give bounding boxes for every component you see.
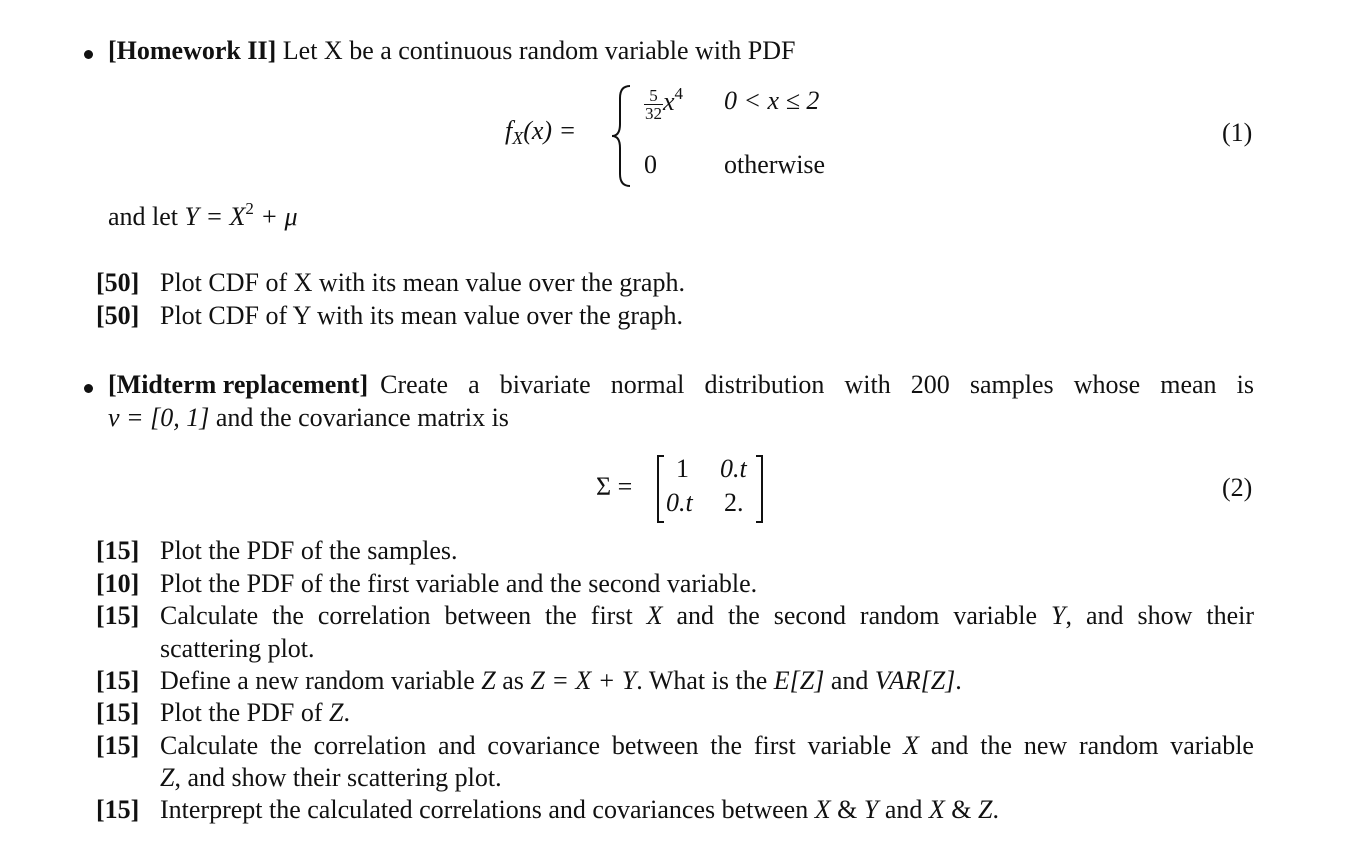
homework-intro-line (108, 36, 795, 66)
mt-task-1-text: Plot the PDF of the samples. (160, 536, 458, 565)
homework-intro: Let X be a continuous random variable with PDF (282, 36, 796, 65)
hw-task-1-text: Plot CDF of X with its mean value over the graph. (160, 268, 685, 297)
matrix-right-bracket (754, 454, 764, 524)
mt-task-5-text: Plot the PDF of Z. (160, 698, 350, 727)
midterm-intro: Create a bivariate normal distribution with 200 samples whose mean is (380, 370, 1254, 399)
mt-task-6-line1: Calculate the correlation and covariance between the first variable X and the new random variable (160, 731, 1254, 760)
midterm-intro-line2: ν = [0, 1] and the covariance matrix is (108, 403, 509, 432)
homework-tag: [Homework II] (108, 36, 277, 65)
hw-task-2-text: Plot CDF of Y with its mean value over the graph. (160, 301, 684, 330)
case2-expr: 0 (644, 150, 657, 179)
piecewise-brace (610, 84, 634, 188)
bullet-midterm (84, 384, 93, 393)
hw-task-1-points: [50] (96, 268, 140, 297)
mt-task-2-text: Plot the PDF of the first variable and the second variable. (160, 569, 758, 598)
mt-task-5-points: [15] (96, 698, 140, 727)
matrix-m12: 0.t (720, 454, 747, 483)
matrix-m21: 0.t (666, 488, 693, 517)
let-y-line: and let $Y = X^2 + \mu$ (108, 199, 298, 231)
case1-expr: $\frac{5}{32}$ $x^4$ (645, 84, 684, 123)
mt-task-3-line2: scattering plot. (160, 634, 315, 663)
mean-vector: ν = [0, 1] (108, 403, 210, 432)
midterm-tag: [Midterm replacement] (108, 370, 369, 399)
mt-task-6-line2: Z, and show their scattering plot. (160, 763, 502, 792)
mt-task-1-points: [15] (96, 536, 140, 565)
pdf-lhs: $f_X(x)$ = (505, 116, 577, 148)
mt-task-2-points: [10] (96, 569, 140, 598)
matrix-left-bracket (656, 454, 666, 524)
equation-number-2: (2) (1222, 473, 1253, 502)
mt-task-7-text: Interprept the calculated correlations and covariances between X & Y and X & Z. (160, 795, 999, 824)
mt-task-3-points: [15] (96, 601, 140, 630)
bullet-homework (84, 50, 93, 59)
matrix-m11: 1 (676, 454, 689, 483)
mt-task-4-text: Define a new random variable Z as Z = X + Y. What is the E[Z] and VAR[Z]. (160, 666, 962, 695)
midterm-intro-line1 (108, 370, 1254, 400)
mt-task-3-line1: Calculate the correlation between the first X and the second random variable Y, and show their (160, 601, 1254, 630)
case2-condition: otherwise (724, 150, 826, 179)
matrix-m22: 2. (724, 488, 744, 517)
case1-condition: 0 < x ≤ 2 (724, 86, 820, 115)
mt-task-7-points: [15] (96, 795, 140, 824)
equation-number-1: (1) (1222, 118, 1253, 147)
sigma-lhs: Σ = (596, 472, 633, 501)
mt-task-4-points: [15] (96, 666, 140, 695)
hw-task-2-points: [50] (96, 301, 140, 330)
case1-fraction: $\frac{5}{32}$ (645, 85, 662, 123)
mt-task-6-points: [15] (96, 731, 140, 760)
